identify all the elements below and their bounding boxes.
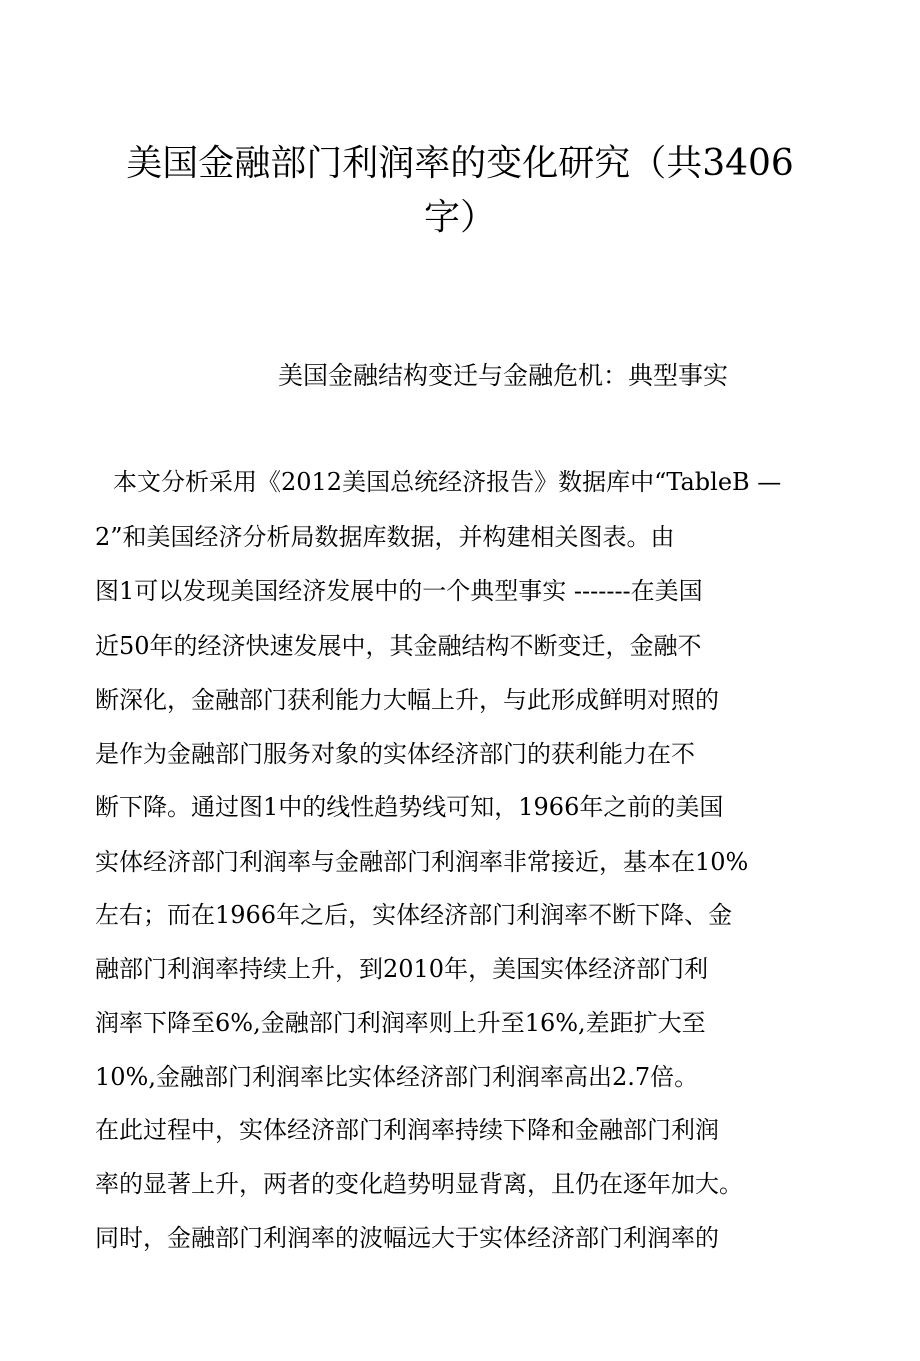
body-line-4: 近50年的经济快速发展中，其金融结构不断变迁，金融不 xyxy=(95,632,702,660)
body-line-7: 断下降。通过图1中的线性趋势线可知，1966年之前的美国 xyxy=(95,793,724,821)
body-line-12: 10%,金融部门利润率比实体经济部门利润率高出2.7倍。 xyxy=(95,1063,699,1091)
body-line-10: 融部门利润率持续上升，到2010年，美国实体经济部门利 xyxy=(95,955,709,983)
body-line-2: 2”和美国经济分析局数据库数据，并构建相关图表。由 xyxy=(95,523,675,551)
body-line-6: 是作为金融部门服务对象的实体经济部门的获利能力在不 xyxy=(95,740,695,768)
body-line-5: 断深化，金融部门获利能力大幅上升，与此形成鲜明对照的 xyxy=(95,686,719,714)
body-line-15: 同时，金融部门利润率的波幅远大于实体经济部门利润率的 xyxy=(95,1224,719,1252)
section-heading: 美国金融结构变迁与金融危机：典型事实 xyxy=(278,361,729,390)
document-title-line-1: 美国金融部门利润率的变化研究（共3406 xyxy=(126,143,794,184)
body-line-9: 左右；而在1966年之后，实体经济部门利润率不断下降、金 xyxy=(95,901,733,929)
body-line-11: 润率下降至6%,金融部门利润率则上升至16%,差距扩大至 xyxy=(95,1009,706,1037)
document-title-line-2: 字） xyxy=(423,197,496,238)
body-line-14: 率的显著上升，两者的变化趋势明显背离，且仍在逐年加大。 xyxy=(95,1170,743,1198)
body-line-13: 在此过程中，实体经济部门利润率持续下降和金融部门利润 xyxy=(95,1116,719,1144)
body-line-3: 图1可以发现美国经济发展中的一个典型事实 -------在美国 xyxy=(95,577,703,605)
body-line-8: 实体经济部门利润率与金融部门利润率非常接近，基本在10% xyxy=(95,848,749,876)
body-line-1: 本文分析采用《2012美国总统经济报告》数据库中“TableB — xyxy=(113,468,782,496)
